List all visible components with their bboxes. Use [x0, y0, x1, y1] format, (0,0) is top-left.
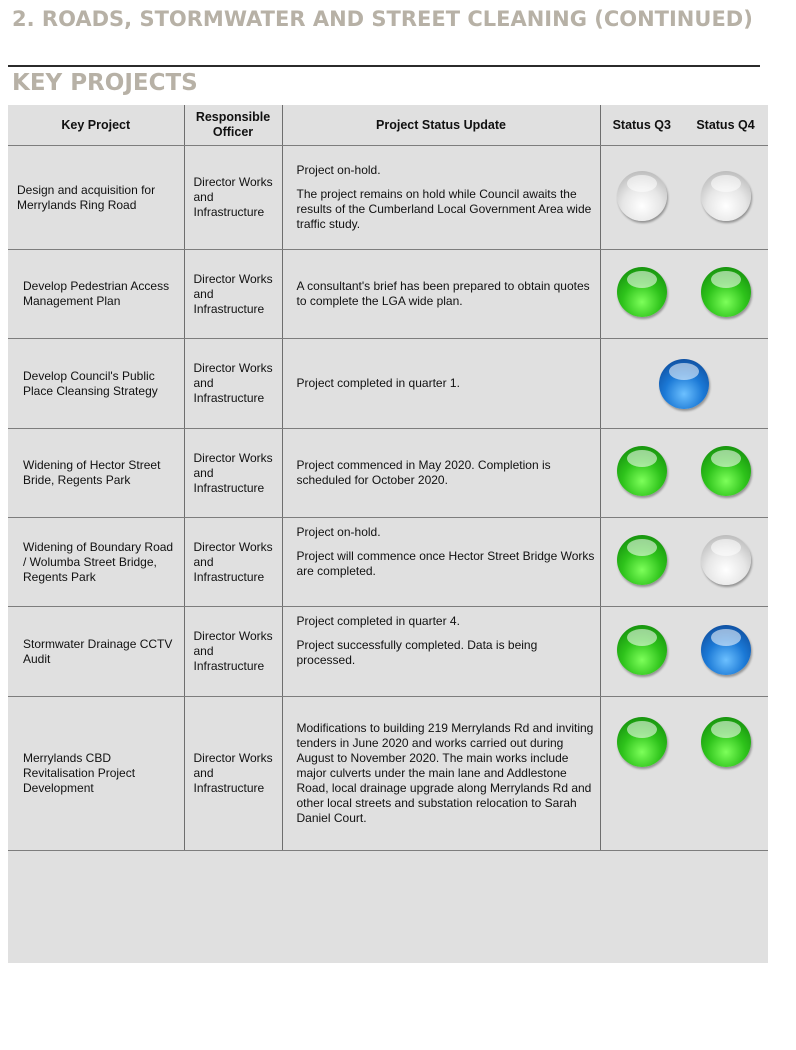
cell-responsible-officer: Director Works and Infrastructure — [184, 250, 282, 339]
cell-key-project: Merrylands CBD Revitalisation Project Development — [8, 697, 184, 851]
status-green-indicator-icon — [617, 267, 667, 317]
status-update-line: Project commenced in May 2020. Completion is scheduled for October 2020. — [296, 458, 551, 487]
table-row — [8, 518, 768, 607]
cell-key-project: Design and acquisition for Merrylands Ring Road — [8, 146, 184, 250]
status-grey-indicator-icon — [701, 171, 751, 221]
cell-status-q4 — [683, 697, 768, 851]
status-update-line: The project remains on hold while Council awaits the results of the Cumberland Local Government Area wide traffic study. — [296, 187, 592, 231]
cell-status-q3 — [600, 697, 683, 851]
status-update-line: Project completed in quarter 1. — [296, 376, 460, 390]
cell-responsible-officer: Director Works and Infrastructure — [184, 607, 282, 697]
status-green-indicator-icon — [617, 717, 667, 767]
status-update-line: Project on-hold. — [296, 163, 381, 177]
status-update-line: Modifications to building 219 Merrylands Rd and inviting tenders in June 2020 and works carried out during August to November 2020. The main works include major culverts under the main lane and Addlestone Road, local drainage upgrade along Merrylands Rd and other local streets and substation relocation to Sarah Daniel Court. — [296, 721, 594, 825]
table-row — [8, 250, 768, 339]
table-row — [8, 697, 768, 851]
cell-responsible-officer: Director Works and Infrastructure — [184, 697, 282, 851]
status-update-line: Project completed in quarter 4. — [296, 614, 460, 628]
status-green-indicator-icon — [617, 446, 667, 496]
table-row — [8, 339, 768, 429]
status-update-line: Project on-hold. — [296, 525, 381, 539]
status-grey-indicator-icon — [617, 171, 667, 221]
cell-status-q3 — [600, 250, 683, 339]
cell-responsible-officer: Director Works and Infrastructure — [184, 339, 282, 429]
cell-status-q4 — [683, 429, 768, 518]
table-row — [8, 607, 768, 697]
header-responsible-officer: Responsible Officer — [184, 105, 282, 146]
status-blue-indicator-icon — [701, 625, 751, 675]
cell-status-q4 — [683, 518, 768, 607]
cell-status-q3 — [600, 429, 683, 518]
status-green-indicator-icon — [617, 625, 667, 675]
cell-status-q3 — [600, 518, 683, 607]
cell-status-update — [282, 250, 600, 339]
cell-status-q4 — [683, 250, 768, 339]
header-status-update: Project Status Update — [282, 105, 600, 146]
cell-key-project: Widening of Hector Street Bride, Regents Park — [8, 429, 184, 518]
cell-status-merged — [600, 339, 768, 429]
cell-responsible-officer: Director Works and Infrastructure — [184, 518, 282, 607]
cell-status-update — [282, 339, 600, 429]
page-heading: 2. ROADS, STORMWATER AND STREET CLEANING (CONTINUED) — [12, 7, 753, 31]
status-green-indicator-icon — [701, 446, 751, 496]
cell-key-project: Stormwater Drainage CCTV Audit — [8, 607, 184, 697]
table-header-row — [8, 105, 768, 146]
cell-status-update — [282, 697, 600, 851]
cell-key-project: Widening of Boundary Road / Wolumba Street Bridge, Regents Park — [8, 518, 184, 607]
status-update-line: A consultant's brief has been prepared to obtain quotes to complete the LGA wide plan. — [296, 279, 590, 308]
status-green-indicator-icon — [701, 717, 751, 767]
cell-status-update — [282, 518, 600, 607]
cell-key-project: Develop Council's Public Place Cleansing Strategy — [8, 339, 184, 429]
key-projects-table — [8, 105, 768, 851]
header-status-q3: Status Q3 — [600, 105, 683, 146]
table-row — [8, 146, 768, 250]
cell-status-q3 — [600, 146, 683, 250]
header-status-q4: Status Q4 — [683, 105, 768, 146]
cell-responsible-officer: Director Works and Infrastructure — [184, 429, 282, 518]
cell-status-update — [282, 607, 600, 697]
status-green-indicator-icon — [701, 267, 751, 317]
cell-status-q4 — [683, 607, 768, 697]
cell-status-update — [282, 146, 600, 250]
cell-status-q3 — [600, 607, 683, 697]
cell-status-update — [282, 429, 600, 518]
header-key-project: Key Project — [8, 105, 184, 146]
key-projects-table-container — [8, 105, 768, 963]
cell-responsible-officer: Director Works and Infrastructure — [184, 146, 282, 250]
section-heading: KEY PROJECTS — [12, 70, 198, 96]
status-green-indicator-icon — [617, 535, 667, 585]
status-blue-indicator-icon — [659, 359, 709, 409]
table-row — [8, 429, 768, 518]
cell-status-q4 — [683, 146, 768, 250]
status-update-line: Project will commence once Hector Street Bridge Works are completed. — [296, 549, 595, 578]
cell-key-project: Develop Pedestrian Access Management Plan — [8, 250, 184, 339]
status-grey-indicator-icon — [701, 535, 751, 585]
status-update-line: Project successfully completed. Data is being processed. — [296, 638, 538, 667]
heading-divider — [8, 65, 760, 67]
